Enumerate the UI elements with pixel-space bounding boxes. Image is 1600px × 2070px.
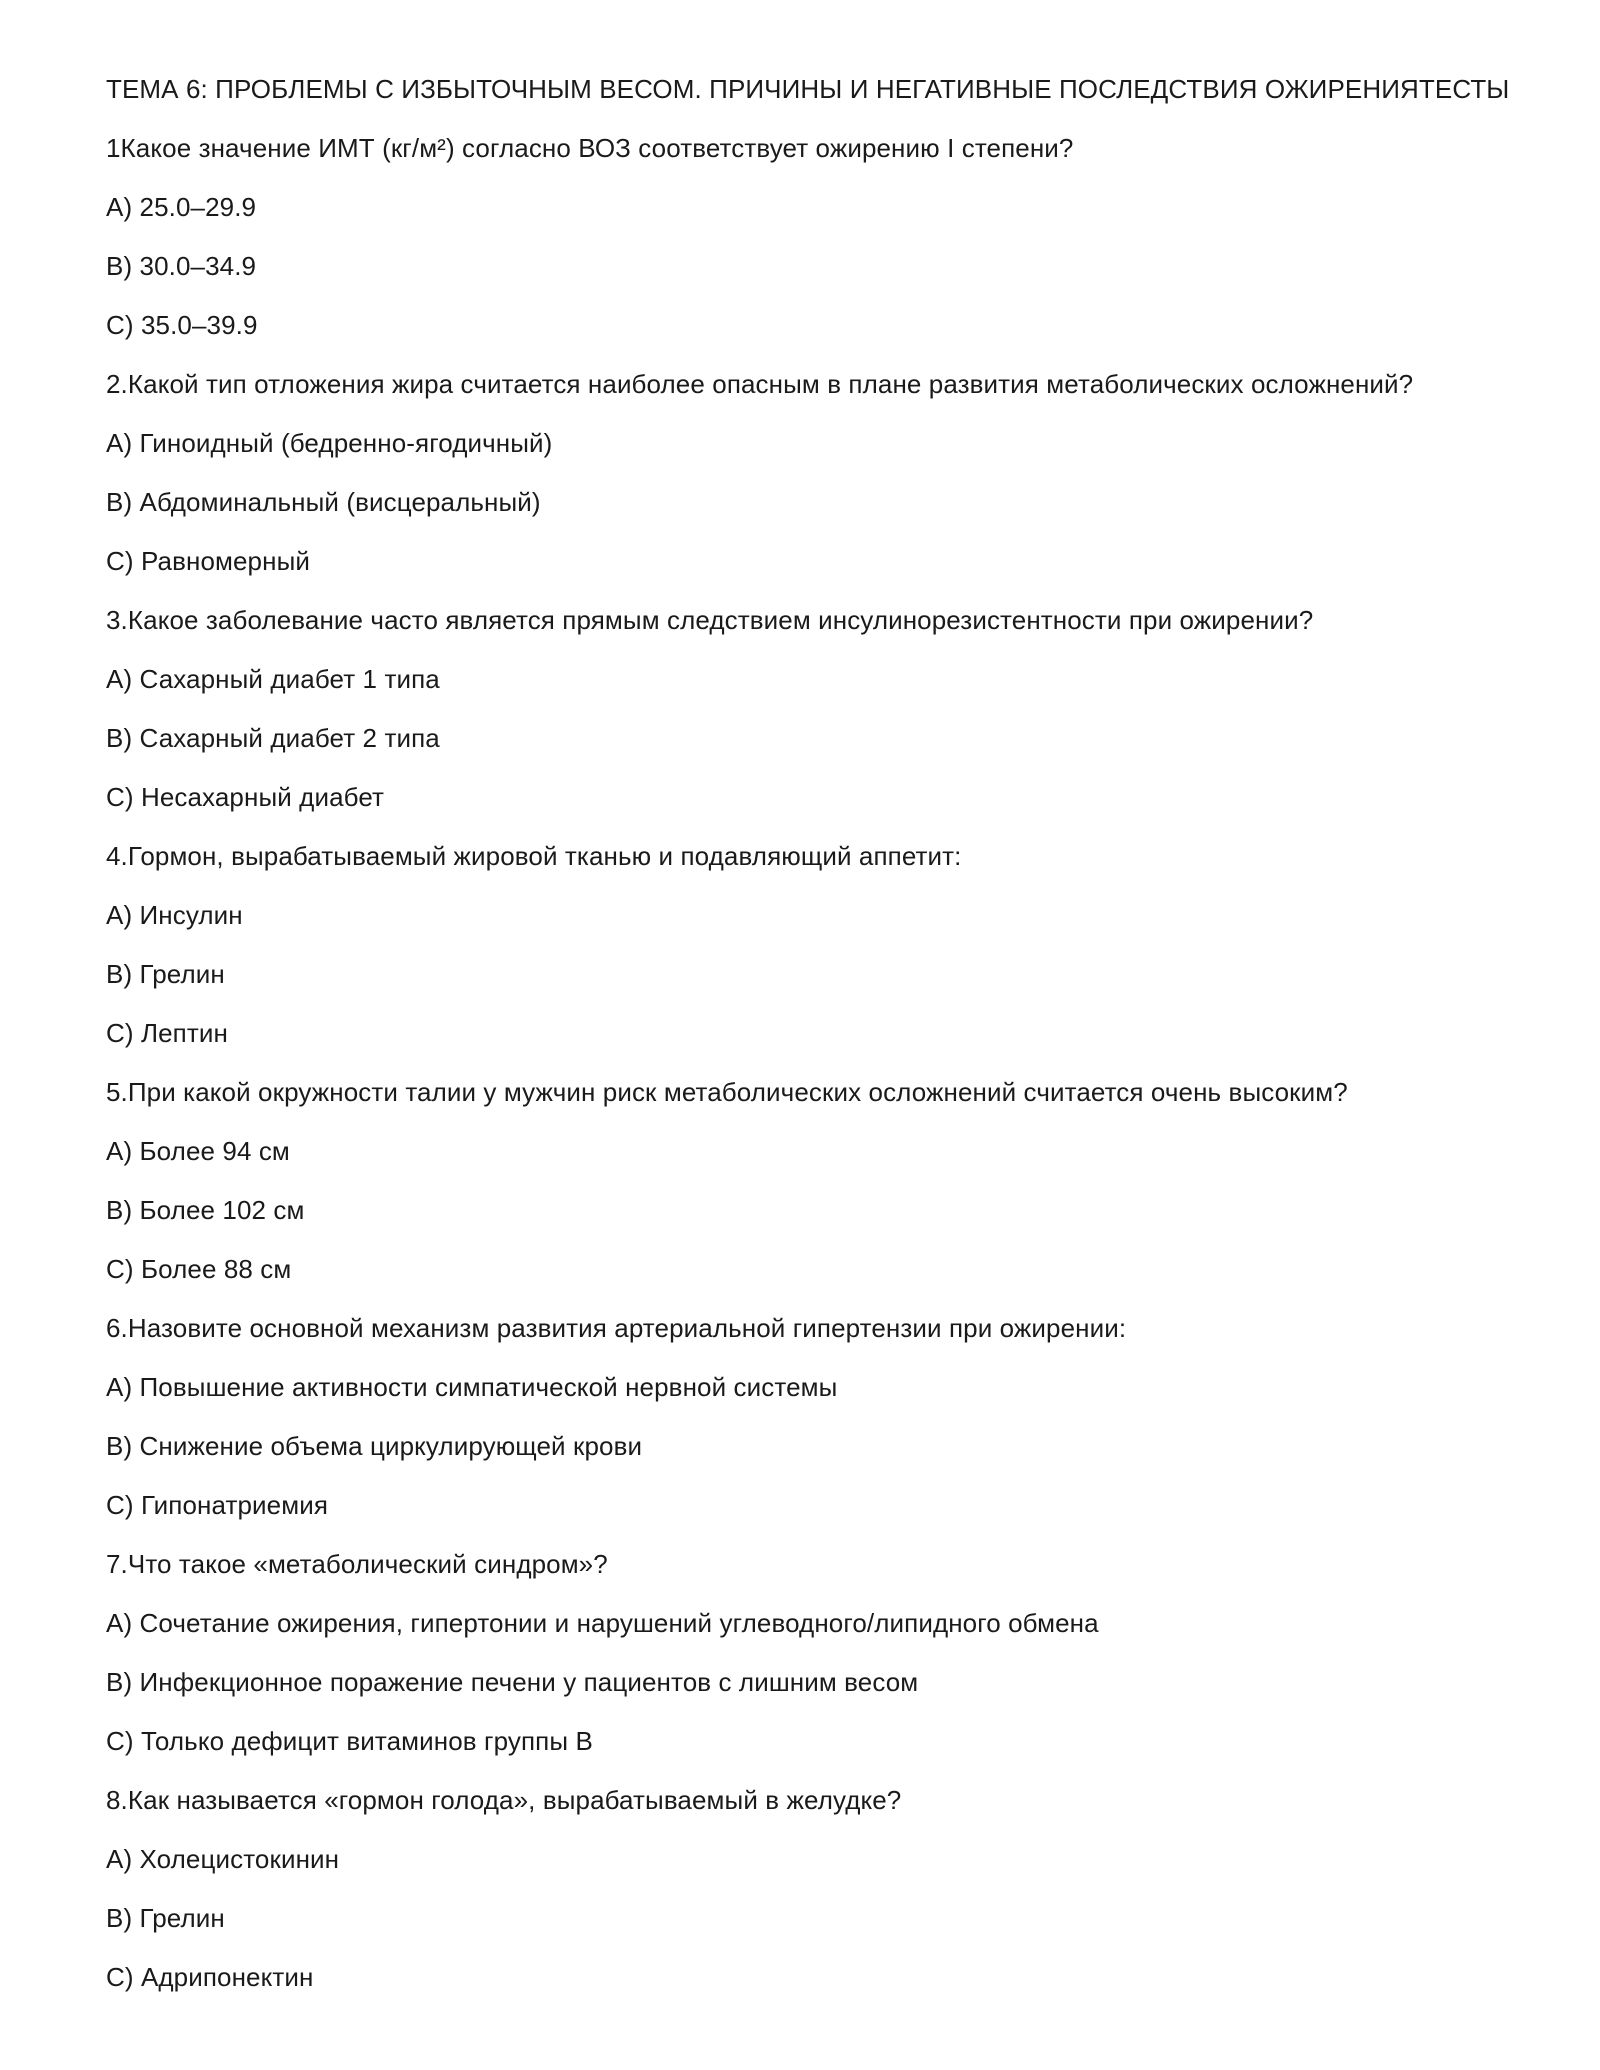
document-title: ТЕМА 6: ПРОБЛЕМЫ С ИЗБЫТОЧНЫМ ВЕСОМ. ПРИЧИНЫ И НЕГАТИВНЫЕ ПОСЛЕДСТВИЯ ОЖИРЕНИЯТЕСТЫ <box>106 74 1510 104</box>
question-7-option-b: B) Инфекционное поражение печени у пациентов с лишним весом <box>106 1667 919 1697</box>
question-4: 4.Гормон, вырабатываемый жировой тканью и подавляющий аппетит: <box>106 841 962 871</box>
question-1-option-b: B) 30.0–34.9 <box>106 251 257 281</box>
question-1-option-c: C) 35.0–39.9 <box>106 310 258 340</box>
question-4-option-c: C) Лептин <box>106 1018 228 1048</box>
question-4-option-b: B) Грелин <box>106 959 225 989</box>
question-1-option-a: A) 25.0–29.9 <box>106 192 257 222</box>
question-1: 1Какое значение ИМТ (кг/м²) согласно ВОЗ соответствует ожирению I степени? <box>106 133 1074 163</box>
question-2: 2.Какой тип отложения жира считается наиболее опасным в плане развития метаболических осложнений? <box>106 369 1414 399</box>
question-3-option-b: B) Сахарный диабет 2 типа <box>106 723 440 753</box>
question-7-option-a: A) Сочетание ожирения, гипертонии и нарушений углеводного/липидного обмена <box>106 1608 1099 1638</box>
question-5-option-a: A) Более 94 см <box>106 1136 290 1166</box>
question-6-option-a: A) Повышение активности симпатической нервной системы <box>106 1372 838 1402</box>
question-7: 7.Что такое «метаболический синдром»? <box>106 1549 608 1579</box>
question-8-option-c: C) Адрипонектин <box>106 1962 314 1992</box>
question-7-option-c: C) Только дефицит витаминов группы B <box>106 1726 593 1756</box>
question-3-option-c: C) Несахарный диабет <box>106 782 385 812</box>
question-8-option-b: B) Грелин <box>106 1903 225 1933</box>
question-5-option-b: B) Более 102 см <box>106 1195 305 1225</box>
question-8-option-a: A) Холецистокинин <box>106 1844 340 1874</box>
question-6-option-b: B) Снижение объема циркулирующей крови <box>106 1431 643 1461</box>
question-2-option-a: A) Гиноидный (бедренно-ягодичный) <box>106 428 553 458</box>
question-3-option-a: A) Сахарный диабет 1 типа <box>106 664 440 694</box>
question-8: 8.Как называется «гормон голода», вырабатываемый в желудке? <box>106 1785 902 1815</box>
question-4-option-a: A) Инсулин <box>106 900 243 930</box>
question-6-option-c: C) Гипонатриемия <box>106 1490 329 1520</box>
question-5-option-c: C) Более 88 см <box>106 1254 292 1284</box>
question-2-option-c: C) Равномерный <box>106 546 310 576</box>
question-6: 6.Назовите основной механизм развития артериальной гипертензии при ожирении: <box>106 1313 1127 1343</box>
question-5: 5.При какой окружности талии у мужчин риск метаболических осложнений считается очень высоким? <box>106 1077 1348 1107</box>
question-2-option-b: B) Абдоминальный (висцеральный) <box>106 487 541 517</box>
document-body <box>106 70 1546 2017</box>
question-3: 3.Какое заболевание часто является прямым следствием инсулинорезистентности при ожирении? <box>106 605 1314 635</box>
